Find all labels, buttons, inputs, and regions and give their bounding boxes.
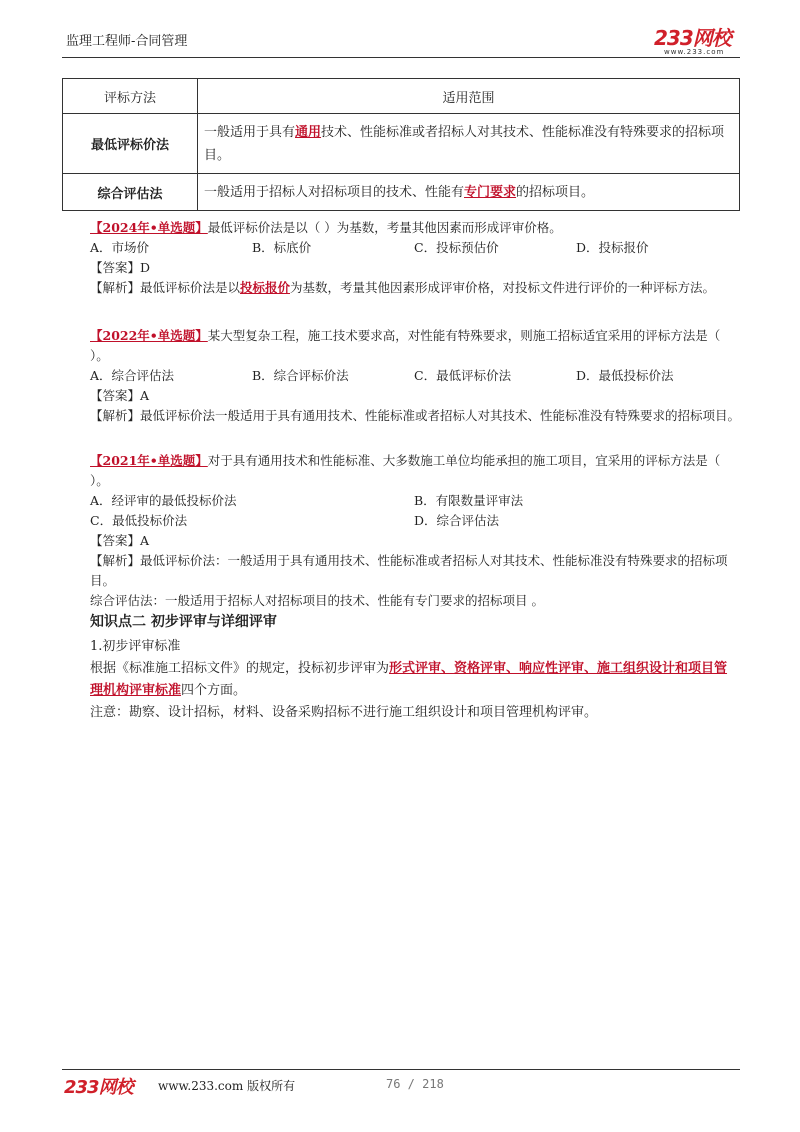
table-cell-method: 最低评标价法 (63, 114, 198, 174)
option-b: B．综合评标价法 (252, 368, 349, 383)
highlight-text: 投标报价 (240, 280, 291, 295)
explanation: 【解析】最低评标价法一般适用于具有通用技术、性能标准或者招标人对其技术、性能标准没有特殊要求的招标项目。 (90, 408, 741, 423)
section-title: 知识点二 初步评审与详细评审 (90, 614, 277, 630)
question-stem: 某大型复杂工程，施工技术要求高，对性能有特殊要求，则施工招标适宜采用的评标方法是（ ）。 (90, 328, 721, 363)
option-b: B．标底价 (252, 240, 312, 255)
question-options (62, 511, 740, 531)
answer: 【答案】A (90, 388, 150, 403)
header-divider (62, 57, 740, 58)
footer-divider (62, 1069, 740, 1070)
question-stem: 最低评标价法是以（ ）为基数，考量其他因素而形成评审价格。 (207, 220, 562, 235)
question-tag: 【2021年•单选题】 (90, 453, 208, 468)
table-row (63, 174, 740, 211)
table-cell-method: 综合评估法 (63, 174, 198, 211)
table-cell-scope: 一般适用于招标人对招标项目的技术、性能有专门要求的招标项目。 (198, 174, 740, 211)
highlight-text: 形式评审、资格评审、响应性评审、施工组织设计和项目管理机构评审标准 (90, 661, 728, 698)
question-options (62, 366, 740, 386)
table-header-method: 评标方法 (63, 79, 198, 114)
question-2021 (62, 451, 740, 611)
section-note: 注意：勘察、设计招标，材料、设备采购招标不进行施工组织设计和项目管理机构评审。 (90, 705, 598, 720)
logo-url-text: www.233.com (664, 48, 725, 56)
highlight-text: 专门要求 (464, 184, 517, 200)
option-c: C．投标预估价 (414, 240, 499, 255)
explanation: 【解析】最低评标价法是以投标报价为基数，考量其他因素形成评审价格，对投标文件进行评价的一种评标方法。 (90, 280, 716, 295)
answer: 【答案】D (90, 260, 151, 275)
question-stem: 对于具有通用技术和性能标准、大多数施工单位均能承担的施工项目，宜采用的评标方法是（ ）。 (90, 453, 721, 488)
option-d: D．最低投标价法 (576, 368, 674, 383)
option-a: A．市场价 (90, 240, 150, 255)
explanation: 【解析】最低评标价法：一般适用于具有通用技术、性能标准或者招标人对其技术、性能标准没有特殊要求的招标项目。 (90, 553, 728, 588)
option-d: D．综合评估法 (414, 513, 500, 528)
brand-logo (654, 22, 731, 56)
answer: 【答案】A (90, 533, 150, 548)
option-a: A．综合评估法 (90, 368, 175, 383)
table-cell-scope: 一般适用于具有通用技术、性能标准或者招标人对其技术、性能标准没有特殊要求的招标项目。 (198, 114, 740, 174)
option-b: B．有限数量评审法 (414, 493, 524, 508)
explanation-extra: 综合评估法：一般适用于招标人对招标项目的技术、性能有专门要求的招标项目 。 (90, 593, 544, 608)
option-a: A．经评审的最低投标价法 (90, 493, 237, 508)
footer-copyright: www.233.com 版权所有 (158, 1079, 296, 1093)
question-options (62, 491, 740, 511)
table-row (63, 114, 740, 174)
header-title: 监理工程师-合同管理 (66, 34, 188, 49)
section-subtitle: 1.初步评审标准 (90, 639, 181, 654)
section-body (62, 636, 740, 724)
table-header-scope: 适用范围 (198, 79, 740, 114)
question-tag: 【2024年•单选题】 (90, 220, 208, 235)
logo-brand-text: 233网校 (654, 26, 731, 50)
question-2022 (62, 326, 740, 426)
option-c: C．最低评标价法 (414, 368, 512, 383)
question-options (62, 238, 740, 258)
question-2024 (62, 218, 740, 298)
section-paragraph: 根据《标准施工招标文件》的规定，投标初步评审为形式评审、资格评审、响应性评审、施工组织设计和项目管理机构评审标准四个方面。 (90, 661, 728, 698)
page-number: 76 / 218 (386, 1077, 444, 1091)
option-d: D．投标报价 (576, 240, 649, 255)
footer-logo: 233网校 (64, 1077, 133, 1098)
option-c: C．最低投标价法 (90, 513, 188, 528)
question-tag: 【2022年•单选题】 (90, 328, 208, 343)
evaluation-method-table (62, 78, 740, 211)
highlight-text: 通用 (295, 124, 322, 140)
